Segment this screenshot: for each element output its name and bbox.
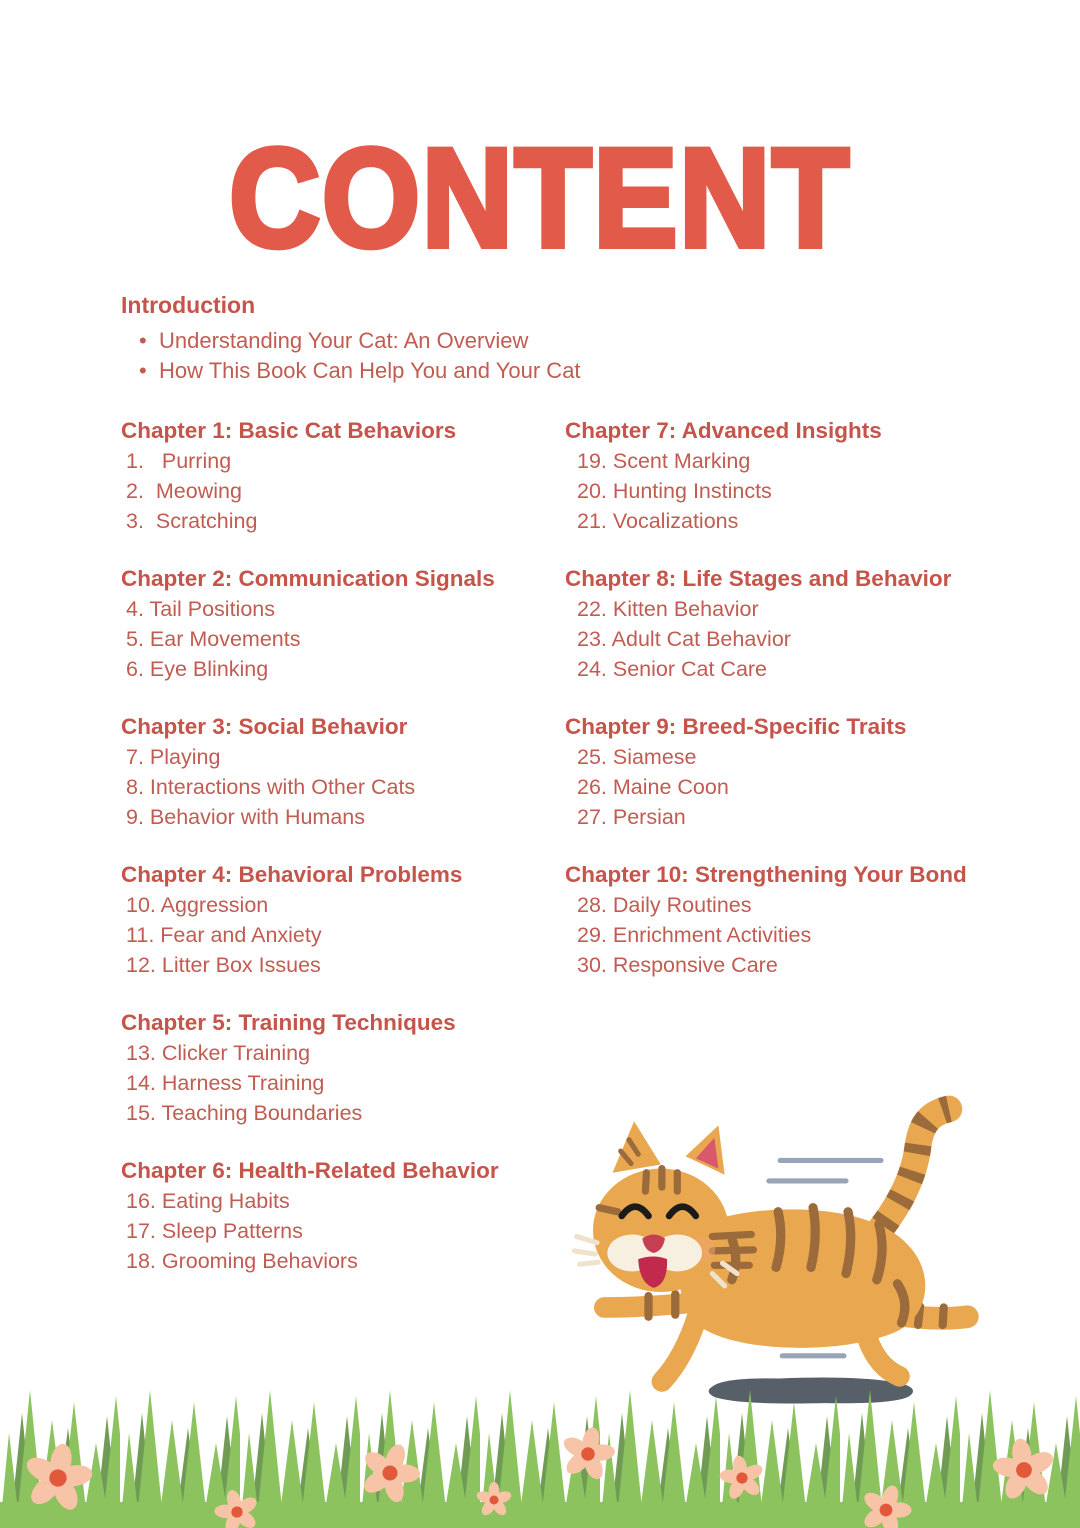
toc-item: 26. Maine Coon (577, 775, 729, 799)
grass-border (0, 1388, 1080, 1528)
toc-item: 20. Hunting Instincts (577, 479, 772, 503)
table-of-contents (121, 290, 1001, 1273)
toc-item: 21. Vocalizations (577, 509, 739, 533)
toc-item: 10. Aggression (126, 893, 269, 917)
toc-item: 4. Tail Positions (126, 597, 275, 621)
chapter-block-5 (121, 1008, 561, 1128)
chapter-heading: Chapter 5: Training Techniques (121, 1010, 456, 1035)
chapter-block-9 (565, 712, 1005, 832)
chapter-block-7 (565, 416, 1005, 536)
page-title: CONTENT (229, 119, 851, 276)
chapters-right-column (565, 416, 1005, 1008)
intro-heading: Introduction (121, 292, 256, 318)
chapter-block-8 (565, 564, 1005, 684)
chapter-heading: Chapter 8: Life Stages and Behavior (565, 566, 952, 591)
toc-item: 16. Eating Habits (126, 1189, 290, 1213)
intro-bullet: • Understanding Your Cat: An Overview (121, 326, 1001, 356)
toc-item: 18. Grooming Behaviors (126, 1249, 358, 1273)
toc-item: 25. Siamese (577, 745, 697, 769)
chapter-block-10 (565, 860, 1005, 980)
intro-bullet-list (121, 326, 1001, 386)
grass-blades (0, 1388, 1080, 1528)
toc-item: 29. Enrichment Activities (577, 923, 812, 947)
chapter-heading: Chapter 9: Breed-Specific Traits (565, 714, 907, 739)
toc-item: 30. Responsive Care (577, 953, 778, 977)
toc-item: 22. Kitten Behavior (577, 597, 759, 621)
toc-item: 12. Litter Box Issues (126, 953, 321, 977)
toc-item: 9. Behavior with Humans (126, 805, 365, 829)
chapter-heading: Chapter 2: Communication Signals (121, 566, 495, 591)
chapter-heading: Chapter 10: Strengthening Your Bond (565, 862, 967, 887)
intro-section (121, 290, 1001, 386)
chapter-heading: Chapter 7: Advanced Insights (565, 418, 882, 443)
toc-item: 7. Playing (126, 745, 221, 769)
intro-bullet: • How This Book Can Help You and Your Cat (121, 356, 1001, 386)
chapter-block-3 (121, 712, 561, 832)
chapters-left-column (121, 416, 561, 1304)
chapter-heading: Chapter 4: Behavioral Problems (121, 862, 463, 887)
chapter-block-4 (121, 860, 561, 980)
chapter-block-6 (121, 1156, 561, 1276)
toc-item: 17. Sleep Patterns (126, 1219, 303, 1243)
toc-item: 19. Scent Marking (577, 449, 751, 473)
toc-item: 11. Fear and Anxiety (126, 923, 322, 947)
toc-item: 27. Persian (577, 805, 686, 829)
cat-tail (873, 1109, 949, 1239)
chapter-heading: Chapter 1: Basic Cat Behaviors (121, 418, 457, 443)
toc-item: 23. Adult Cat Behavior (577, 627, 791, 651)
toc-item: 15. Teaching Boundaries (126, 1101, 363, 1125)
toc-item: 8. Interactions with Other Cats (126, 775, 416, 799)
cat-ears (613, 1121, 725, 1174)
chapter-block-2 (121, 564, 561, 684)
toc-item: 28. Daily Routines (577, 893, 752, 917)
chapter-block-1 (121, 416, 561, 536)
running-cat-illustration (558, 1082, 990, 1427)
toc-item: 13. Clicker Training (126, 1041, 311, 1065)
toc-item: 24. Senior Cat Care (577, 657, 768, 681)
toc-item: 5. Ear Movements (126, 627, 301, 651)
toc-item: 6. Eye Blinking (126, 657, 269, 681)
chapter-heading: Chapter 3: Social Behavior (121, 714, 408, 739)
chapter-heading: Chapter 6: Health-Related Behavior (121, 1158, 499, 1183)
toc-item: 1. Purring (126, 449, 232, 473)
toc-item: 14. Harness Training (126, 1071, 325, 1095)
toc-item: 2. Meowing (126, 479, 242, 503)
toc-item: 3. Scratching (126, 509, 258, 533)
